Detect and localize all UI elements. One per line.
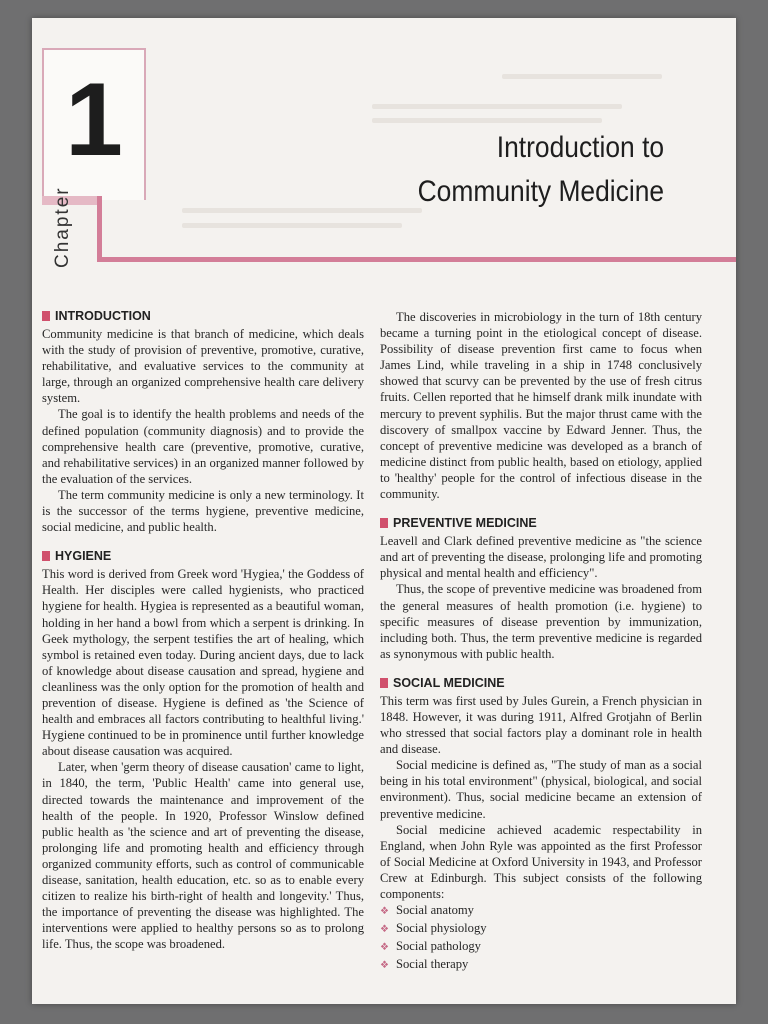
heading-marker bbox=[42, 551, 50, 561]
heading-marker bbox=[380, 518, 388, 528]
paragraph: The goal is to identify the health problems and needs of the defined population (community diagnosis) and to provide the comprehensive health care (preventive, promotive, curative, and rehabilitative services) in an organized manner followed by the evaluation of the services. bbox=[42, 407, 364, 486]
chapter-rule-bottom bbox=[97, 257, 736, 262]
list-item: ❖ Social pathology bbox=[380, 939, 481, 954]
book-page bbox=[32, 18, 736, 1004]
paragraph: This word is derived from Greek word 'Hygiea,' the Goddess of Health. Her disciples were called hygienists, who practiced hygiene for health. Hygiea is represented as a beautiful woman, holding in her hand a bowl from which a serpent is drinking. In Geek mythology, the serpent testifies the art of healing, which symbol is retained even today. During ancient days, due to lack of knowledge about disease causation and spread, hygiene and cleanliness was the only option for the promotion of health and prevention of disease. Hygiene is defined as 'the Science of health and embraces all factors contributing to healthful living.' Hygiene continued to be in prominence until further knowledge about disease causation was acquired. bbox=[42, 567, 364, 759]
section-heading-social-medicine: SOCIAL MEDICINE bbox=[380, 676, 702, 690]
paragraph: Social medicine is defined as, "The study of man as a social being in his total environment" (physical, biological, and social environment). Thus, social medicine became an extension of preventive medicine. bbox=[380, 758, 702, 821]
bullet-icon: ❖ bbox=[380, 960, 389, 972]
show-through-line bbox=[372, 104, 622, 109]
bullet-icon: ❖ bbox=[380, 942, 389, 954]
paragraph: Leavell and Clark defined preventive medicine as "the science and art of preventing the disease, prolonging life and promoting physical and mental health and efficiency". bbox=[380, 534, 702, 581]
paragraph: This term was first used by Jules Gurein, a French physician in 1848. However, it was during 1911, Alfred Grotjahn of Berlin who stressed that social factors play a dominant role in health and disease. bbox=[380, 693, 702, 757]
chapter-number-box bbox=[42, 48, 146, 200]
paragraph: Later, when 'germ theory of disease causation' came to light, in 1840, the term, 'Public Health' came into general use, directed towards the maintenance and improvement of the health of the people. In 1920, Professor Winslow defined public health as 'the science and art of preventing the disease, prolonging life and promoting health and efficiency through organized community efforts, such as control of communicable disease, sanitation, health education, etc. so as to enable every citizen to realize his birth-right of health and longevity.' Thus, the importance of preventing the disease was highlighted. The interventions were applied to healthy persons so as to prolong life. Thus, the scope was broadened. bbox=[42, 760, 364, 952]
heading-marker bbox=[42, 311, 50, 321]
paragraph: The discoveries in microbiology in the turn of 18th century became a turning point in the etiological concept of disease. Possibility of disease prevention first came to focus when James Lind, while traveling in a ship in 1748 conclusively showed that scurvy can be prevented by the use of fresh citrus fruits. Cellen reported that he himself drank milk inundate with mercury to prevent syphilis. But the major thrust came with the discovery of smallpox vaccine by Edward Jenner. Thus, the concept of preventive medicine was developed as a branch of medicine distinct from public health, based on etiology, applied to 'healthy' people for the control of infectious disease in the community. bbox=[380, 310, 702, 502]
list-item: ❖ Social anatomy bbox=[380, 903, 474, 918]
bullet-icon: ❖ bbox=[380, 906, 389, 918]
paragraph: Community medicine is that branch of medicine, which deals with the study of provision of preventive, promotive, curative, rehabilitative, and evaluative services to the community at large, through an organized comprehensive health care delivery system. bbox=[42, 327, 364, 406]
chapter-number: 1 bbox=[65, 62, 123, 178]
section-heading-preventive-medicine: PREVENTIVE MEDICINE bbox=[380, 516, 702, 530]
show-through-line bbox=[182, 208, 422, 213]
paragraph: Social medicine achieved academic respectability in England, when John Ryle was appointed as the first Professor of Social Medicine at Oxford University in 1943, and Professor Crew at Edinburgh. This subject consists of the following components: bbox=[380, 822, 702, 901]
chapter-title-line-2: Community Medicine bbox=[417, 175, 664, 208]
section-heading-hygiene: HYGIENE bbox=[42, 549, 364, 563]
list-item: ❖ Social physiology bbox=[380, 921, 487, 936]
paragraph: The term community medicine is only a new terminology. It is the successor of the terms hygiene, preventive medicine, social medicine, and public health. bbox=[42, 487, 364, 535]
chapter-label: Chapter bbox=[52, 186, 73, 268]
components-list bbox=[380, 902, 702, 974]
chapter-title-line-1: Introduction to bbox=[496, 131, 664, 164]
paragraph: Thus, the scope of preventive medicine was broadened from the general measures of health promotion (i.e. hygiene) to specific measures of disease prevention by immunization, including both. Thus, the term preventive medicine is regarded as synonymous with public health. bbox=[380, 582, 702, 661]
chapter-rule-vertical bbox=[97, 196, 102, 262]
section-heading-introduction: INTRODUCTION bbox=[42, 309, 364, 323]
heading-marker bbox=[380, 678, 388, 688]
bullet-icon: ❖ bbox=[380, 924, 389, 936]
show-through-line bbox=[372, 118, 602, 123]
list-item: ❖ Social therapy bbox=[380, 957, 469, 972]
left-column bbox=[42, 309, 364, 952]
show-through-line bbox=[502, 74, 662, 79]
show-through-line bbox=[182, 223, 402, 228]
right-column bbox=[380, 309, 702, 974]
chapter-title bbox=[418, 126, 664, 214]
